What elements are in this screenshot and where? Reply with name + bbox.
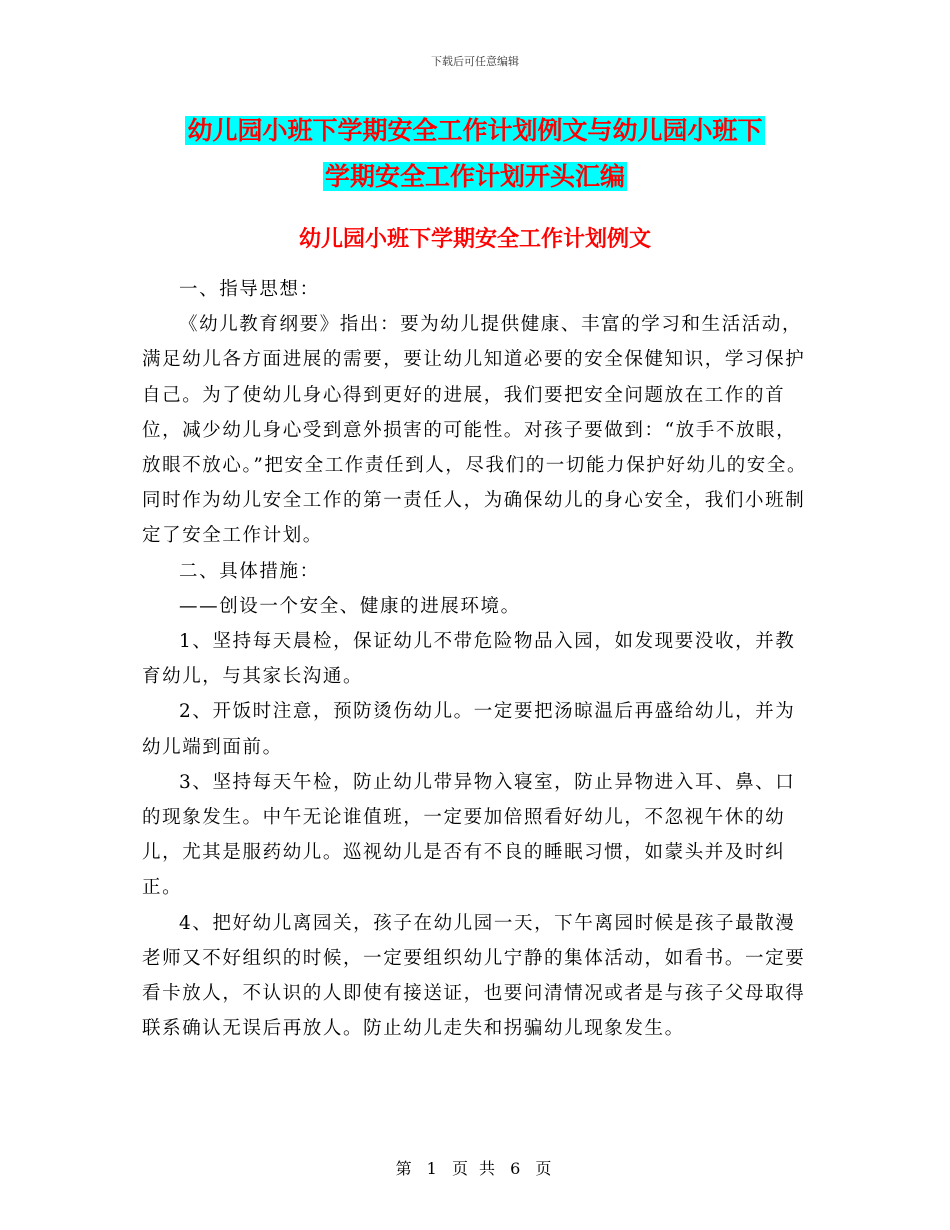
document-title [0,108,950,200]
heading-guiding-thought: 一、指导思想： [179,279,320,300]
paragraph: 《幼儿教育纲要》指出：要为幼儿提供健康、丰富的学习和生活活动，满足幼儿各方面进展的需要，要让幼儿知道必要的安全保健知识，学习保护自己。为了使幼儿身心得到更好的进展，我们要把安全问题放在工作的首位，减少幼儿身心受到意外损害的可能性。对孩子要做到：“放手不放眼，放眼不放心。”把安全工作责任到人，尽我们的一切能力保护好幼儿的安全。同时作为幼儿安全工作的第一责任人，为确保幼儿的身心安全，我们小班制定了安全工作计划。 [142,314,808,547]
paragraph: 1、坚持每天晨检，保证幼儿不带危险物品入园，如发现要没收，并教育幼儿，与其家长沟通。 [142,631,796,688]
paragraph: ——创设一个安全、健康的进展环境。 [179,595,521,617]
paragraph: 3、坚持每天午检，防止幼儿带异物入寝室，防止异物进入耳、鼻、口的现象发生。中午无论谁值班，一定要加倍照看好幼儿，不忽视午休的幼儿，尤其是服药幼儿。巡视幼儿是否有不良的睡眠习惯，如蒙头并及时纠正。 [142,771,796,899]
document-title-line-2: 学期安全工作计划开头汇编 [324,162,625,191]
paragraph: 2、开饭时注意，预防烫伤幼儿。一定要把汤晾温后再盛给幼儿，并为幼儿端到面前。 [142,701,796,758]
paragraph: 4、把好幼儿离园关，孩子在幼儿园一天，下午离园时候是孩子最散漫老师又不好组织的时候，一定要组织幼儿宁静的集体活动，如看书。一定要看卡放人，不认识的人即使有接送证，也要问清情况或者是与孩子父母取得联系确认无误后再放人。防止幼儿走失和拐骗幼儿现象发生。 [142,912,806,1040]
header-note: 下载后可任意编辑 [431,55,519,68]
footer-suffix: 页 [535,1159,555,1178]
footer-page-number: 1 [426,1159,440,1178]
document-body [142,272,810,1046]
footer-prefix: 第 [395,1159,415,1178]
section-title: 幼儿园小班下学期安全工作计划例文 [298,226,651,252]
footer-middle: 页 共 [451,1159,499,1178]
document-title-line-1: 幼儿园小班下学期安全工作计划例文与幼儿园小班下 [187,116,763,145]
footer-total-pages: 6 [510,1159,524,1178]
heading-specific-measures: 二、具体措施： [179,560,320,582]
page-footer [0,1156,950,1179]
